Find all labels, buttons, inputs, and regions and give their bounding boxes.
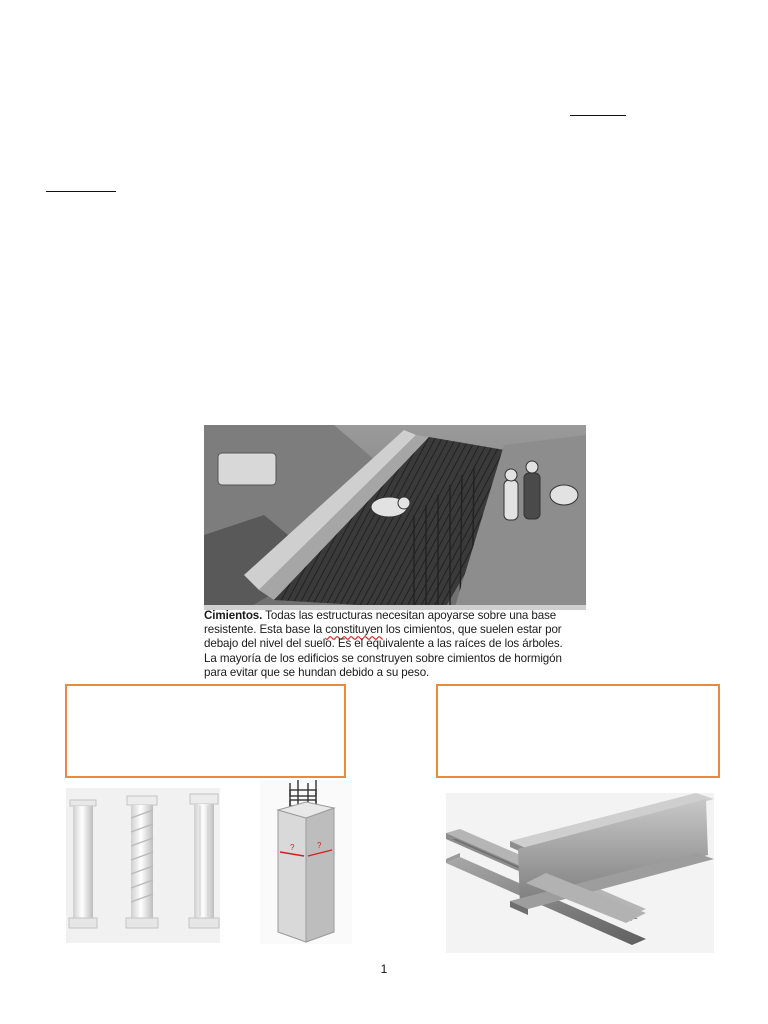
pillar-dimension-right: ? [317, 841, 322, 850]
caption-spellcheck-word: constituyen [325, 623, 383, 637]
caption-line5: para evitar que se hundan debido a su peso. [204, 665, 430, 679]
page-number: 1 [380, 962, 388, 976]
caption-lead: Cimientos. [204, 609, 263, 622]
columns-illustration [66, 788, 220, 943]
pillar-dimension-left: ? [290, 843, 295, 852]
underline-mark-left [46, 191, 116, 192]
caption-line4: La mayoría de los edificios se construyen sobre cimientos de hormigón [204, 651, 562, 665]
caption-line1: Todas las estructuras necesitan apoyarse sobre una base [262, 609, 557, 622]
answer-box-left[interactable] [65, 684, 346, 778]
answer-box-right[interactable] [436, 684, 720, 778]
caption-line2b: los cimientos, que suelen estar por [382, 623, 562, 637]
pillar-illustration [260, 780, 352, 944]
foundation-caption [204, 609, 588, 680]
caption-line3: debajo del nivel del suelo. Es el equivalente a las raíces de los árboles. [204, 637, 563, 651]
caption-line2a: resistente. Esta base la [204, 623, 326, 637]
foundation-photo [204, 425, 586, 610]
steel-beams-illustration [446, 793, 714, 953]
underline-mark-top [570, 115, 626, 116]
